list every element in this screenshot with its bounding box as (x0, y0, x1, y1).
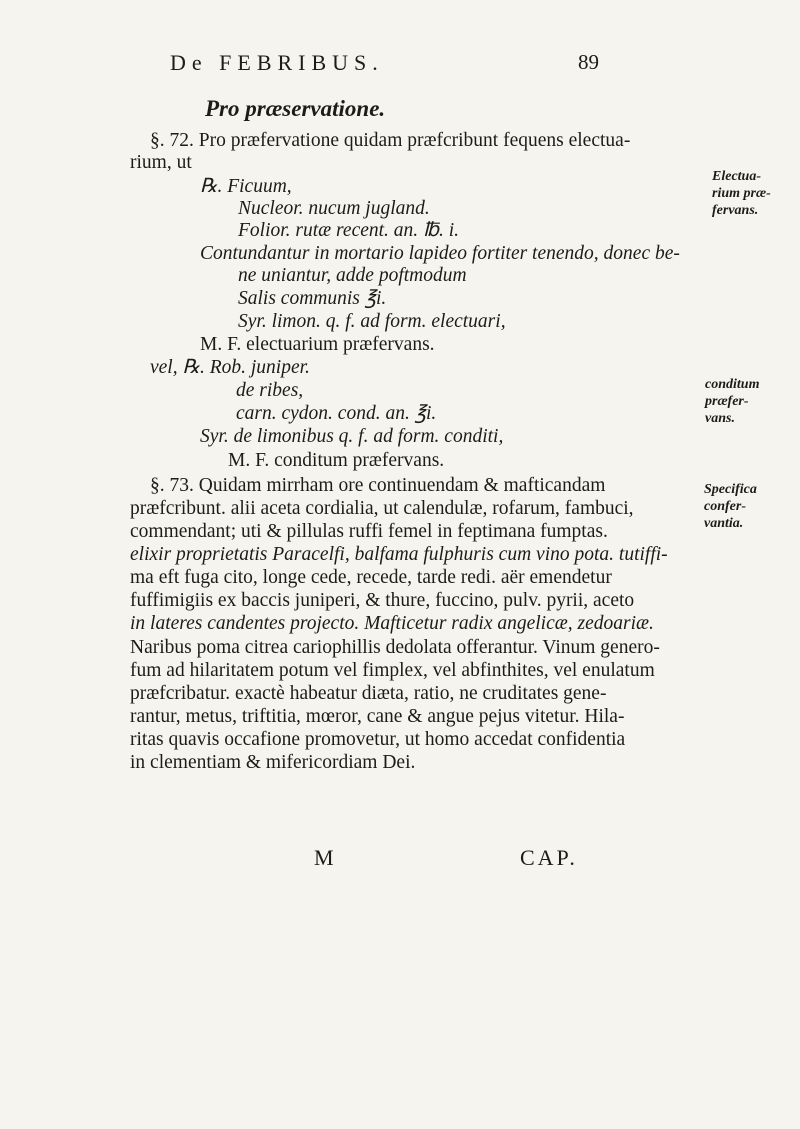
paragraph-72-line-1: §. 72. Pro præfervatione quidam præfcribunt fequens electua- (150, 130, 631, 151)
recipe-1-line-4: Contundantur in mortario lapideo fortiter tenendo, donec be- (200, 243, 680, 264)
margin-note-conditum: conditum præfer- vans. (705, 377, 760, 426)
paragraph-72-line-2: rium, ut (130, 152, 192, 173)
recipe-2-line-5: M. F. conditum præfervans. (228, 450, 445, 471)
margin-note-electuarium: Electua- rium præ- fervans. (712, 169, 771, 218)
recipe-2-line-4: Syr. de limonibus q. f. ad form. conditi, (200, 426, 504, 447)
paragraph-73-line-10: præfcribatur. exactè habeatur diæta, ratio, ne cruditates gene- (130, 683, 607, 704)
signature-mark: M (314, 845, 337, 870)
paragraph-73-line-12: ritas quavis occafione promovetur, ut homo accedat confidentia (130, 729, 626, 750)
paragraph-73-line-9: fum ad hilaritatem potum vel fimplex, vel abfinthites, vel enulatum (130, 660, 655, 681)
recipe-1-line-5: ne uniantur, adde poftmodum (238, 265, 467, 286)
paragraph-73-line-13: in clementiam & mifericordiam Dei. (130, 752, 416, 773)
recipe-2-line-1: vel, ℞. Rob. juniper. (150, 357, 310, 378)
paragraph-73-line-4: elixir proprietatis Paracelfi, balfama fulphuris cum vino pota. tutiffi- (130, 544, 668, 565)
paragraph-73-line-7: in lateres candentes projecto. Mafticetur radix angelicæ, zedoariæ. (130, 613, 654, 634)
paragraph-73-line-1: §. 73. Quidam mirrham ore continuendam & mafticandam (150, 475, 606, 496)
recipe-1-line-2: Nucleor. nucum jugland. (238, 198, 430, 219)
paragraph-73-line-6: fuffimigiis ex baccis juniperi, & thure, fuccino, pulv. pyrii, aceto (130, 590, 635, 611)
paragraph-73-line-8: Naribus poma citrea cariophillis dedolata offerantur. Vinum genero- (130, 637, 660, 658)
recipe-1-line-8: M. F. electuarium præfervans. (200, 334, 435, 355)
recipe-1-line-3: Folior. rutæ recent. an. ℔. i. (238, 220, 460, 241)
recipe-1-line-7: Syr. limon. q. f. ad form. electuari, (238, 311, 506, 332)
catchword: CAP. (520, 845, 578, 870)
paragraph-73-line-5: ma eft fuga cito, longe cede, recede, tarde redi. aër emendetur (130, 567, 612, 588)
paragraph-73-line-2: præfcribunt. alii aceta cordialia, ut calendulæ, rofarum, fambuci, (130, 498, 634, 519)
page-number: 89 (578, 50, 599, 74)
paragraph-73-line-11: rantur, metus, triftitia, mœror, cane & angue pejus vitetur. Hila- (130, 706, 625, 727)
section-title: Pro præservatione. (205, 96, 386, 121)
margin-note-specifica: Specifica confer- vantia. (704, 482, 757, 531)
running-header: De FEBRIBUS. (170, 50, 384, 75)
paragraph-73-line-3: commendant; uti & pillulas ruffi femel in feptimana fumptas. (130, 521, 608, 542)
recipe-2-line-3: carn. cydon. cond. an. ℥i. (236, 403, 437, 424)
recipe-2-line-2: de ribes, (236, 380, 304, 401)
recipe-1-line-6: Salis communis ℥i. (238, 288, 387, 309)
recipe-1-line-1: ℞. Ficuum, (200, 176, 292, 197)
